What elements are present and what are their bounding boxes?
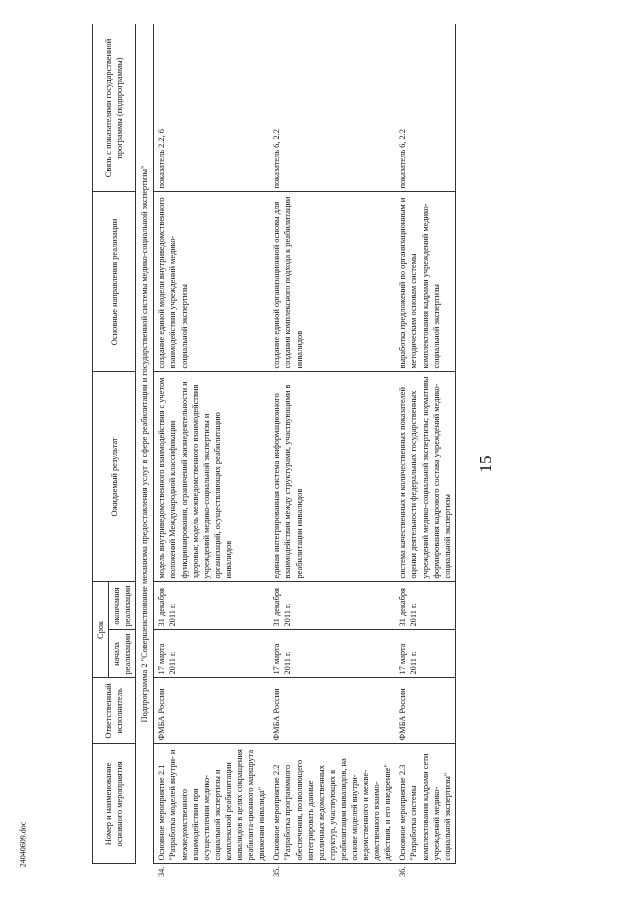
directions: выработка предложений по организационным и методическим основам системы комплектования кадрами учреждений медико-социальной экспертизы — [395, 192, 455, 372]
end-date: 31 декабря 2011 г. — [395, 582, 455, 630]
expected-result: модель внутриведомственного взаимодействия с учетом положений Международной классификации функционирования, ограничений жизнедеятельности и здоровья; модель межведомственного взаимодействия учреждений медико-социальной экспертизы и организаций, осуществляющих реабилитацию инвалидов — [154, 372, 269, 582]
activity-name: Основное мероприятие 2.2 "Разработка программного обеспечения, позволяющего интегрировать данные различных ведомственных структур, участвующих в реабилитации инвалидов, на основе моделей внутри-ведомственного и межве-домственного взаимо-действия, и его внедрение" — [269, 744, 395, 864]
header-row — [93, 24, 109, 880]
table-row — [154, 24, 269, 880]
document-code: 24040609.doc — [18, 821, 28, 868]
start-date: 17 марта 2011 г. — [154, 630, 269, 678]
header-executor: Ответственный исполнитель — [93, 678, 136, 744]
executor: ФМБА России — [269, 678, 395, 744]
activity-name: Основное мероприятие 2.1 "Разработка моделей внутри- и межведомственного взаимодействия при осуществлении медико-социальной экспертизы и комплексной реабилитации инвалидов в целях сокращения реабилита-ционного маршрута движения инвалида" — [154, 744, 269, 864]
indicator-link: показатель 6, 2.2 — [395, 24, 455, 192]
indicator-link: показатель 6, 2.2 — [269, 24, 395, 192]
expected-result: система качественных и количественных показателей оценки деятельности федеральных государственных учреждений медико-социальной экспертизы; нормативы формирования кадрового состава учреждений медико-социальной экспертизы — [395, 372, 455, 582]
activities-table — [92, 24, 456, 880]
subprogram-title: Подпрограмма 2 "Совершенствование механизма предоставления услуг в сфере реабилитации и государственной системы медико-социальной экспертизы" — [136, 24, 154, 864]
header-start: начала реализации — [109, 630, 136, 678]
table-row — [269, 24, 395, 880]
expected-result: единая интегрированная система информационного взаимодействия между структурами, участвующими в реабилитации инвалидов — [269, 372, 395, 582]
row-number: 34. — [156, 866, 166, 877]
indicator-link: показатель 2.2, 6 — [154, 24, 269, 192]
landscape-content — [92, 24, 612, 880]
subprogram-row — [136, 24, 154, 880]
executor: ФМБА России — [395, 678, 455, 744]
header-link: Связь с показателями государственной программы (подпрограммы) — [93, 24, 136, 192]
row-number: 35. — [272, 866, 282, 877]
header-spacer — [93, 864, 136, 880]
end-date: 31 декабря 2011 г. — [154, 582, 269, 630]
header-term: Срок — [93, 582, 109, 678]
header-directions: Основные направления реализации — [93, 192, 136, 372]
start-date: 17 марта 2011 г. — [269, 630, 395, 678]
directions: создание единой организационной основы для создания комплексного подхода к реабилитации инвалидов — [269, 192, 395, 372]
row-number: 36. — [398, 866, 408, 877]
header-end: окончания реализации — [109, 582, 136, 630]
start-date: 17 марта 2011 г. — [395, 630, 455, 678]
directions: создание единой модели внутриведомственного взаимодействия учреждений медико-социальной экспертизы — [154, 192, 269, 372]
header-result: Ожидаемый результат — [93, 372, 136, 582]
end-date: 31 декабря 2011 г. — [269, 582, 395, 630]
executor: ФМБА России — [154, 678, 269, 744]
activity-name: Основное мероприятие 2.3 "Разработка системы комплектования кадрами сети учреждений медико-социальной экспертизы" — [395, 744, 455, 864]
header-name: Номер и наименование основного мероприятия — [93, 744, 136, 864]
rotated-table-frame — [92, 24, 612, 880]
table-row — [395, 24, 455, 880]
page-number: 15 — [476, 455, 495, 473]
